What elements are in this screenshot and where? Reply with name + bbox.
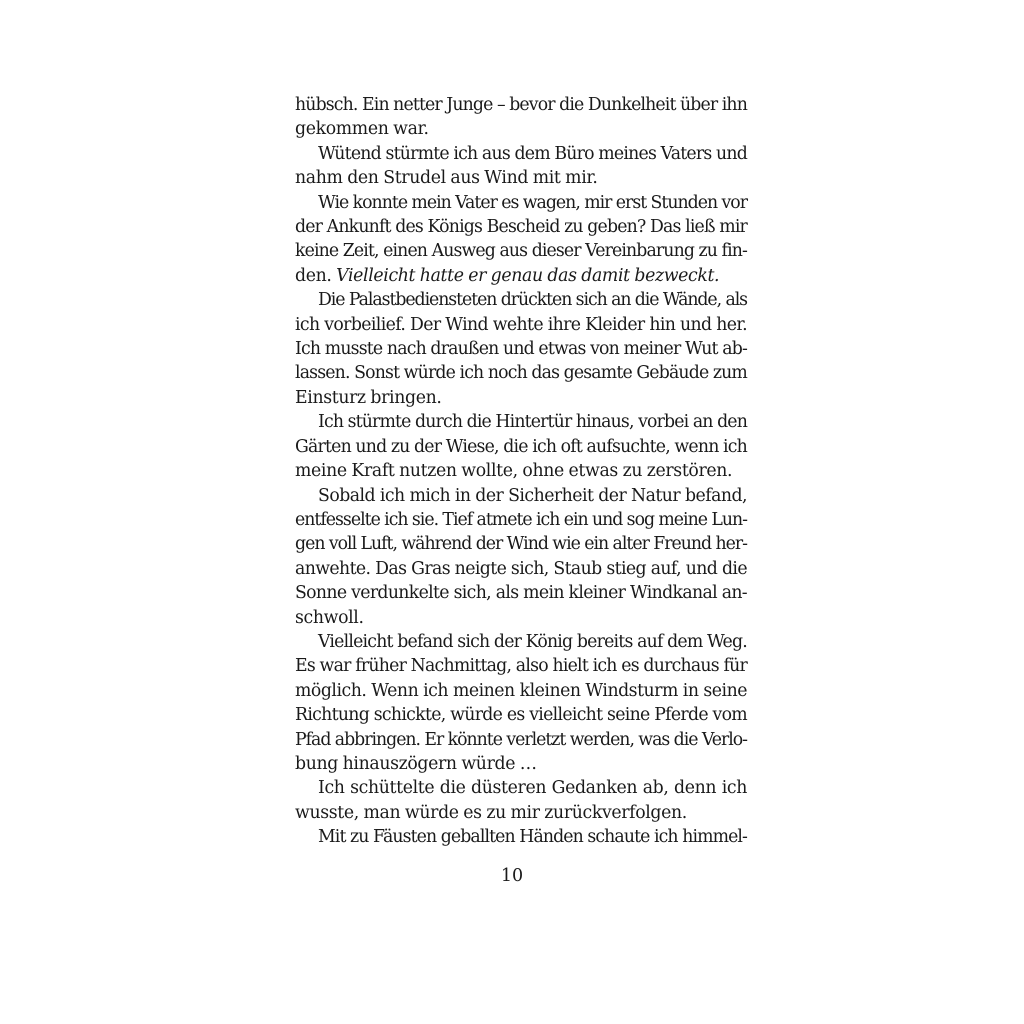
- text-line: Gärten und zu der Wiese, die ich oft aufsuchte, wenn ich: [295, 436, 747, 457]
- paragraph: [295, 142, 747, 191]
- text-line: Ich musste nach draußen und etwas von meiner Wut ab-: [295, 339, 747, 360]
- text-line: Wütend stürmte ich aus dem Büro meines Vaters und: [318, 143, 747, 164]
- italic-thought: Vielleicht hatte er genau das damit bezweckt.: [336, 265, 720, 286]
- text-line: meine Kraft nutzen wollte, ohne etwas zu zerstören.: [295, 461, 733, 482]
- text-line: lassen. Sonst würde ich noch das gesamte Gebäude zum: [295, 363, 747, 384]
- text-line: Es war früher Nachmittag, also hielt ich es durchaus für: [295, 656, 747, 677]
- text-line: anwehte. Das Gras neigte sich, Staub stieg auf, und die: [295, 558, 747, 579]
- paragraph: [295, 776, 747, 825]
- text-line: hübsch. Ein netter Junge – bevor die Dunkelheit über ihn: [295, 95, 747, 115]
- text-line: wusste, man würde es zu mir zurückverfolgen.: [295, 802, 687, 823]
- text-line: Richtung schickte, würde es vielleicht seine Pferde vom: [295, 705, 747, 726]
- paragraph: [295, 191, 747, 289]
- text-line: Wie konnte mein Vater es wagen, mir erst Stunden vor: [318, 192, 747, 213]
- text-line: bung hinauszögern würde …: [295, 753, 537, 774]
- text-line: entfesselte ich sie. Tief atmete ich ein und sog meine Lun-: [295, 509, 747, 530]
- text-line: Vielleicht befand sich der König bereits auf dem Weg.: [318, 631, 747, 652]
- text-line: Die Palastbediensteten drückten sich an die Wände, als: [318, 290, 747, 311]
- paragraph: [295, 484, 747, 630]
- text-line: Einsturz bringen.: [295, 387, 442, 408]
- text-line: schwoll.: [295, 607, 364, 628]
- paragraph: [295, 288, 747, 410]
- text-line: Sobald ich mich in der Sicherheit der Natur befand,: [318, 485, 747, 506]
- text-line: der Ankunft des Königs Bescheid zu geben? Das ließ mir: [295, 217, 747, 238]
- text-line: gekommen war.: [295, 119, 429, 140]
- text-line: keine Zeit, einen Ausweg aus dieser Vereinbarung zu fin-: [295, 241, 747, 262]
- text-line: gen voll Luft, während der Wind wie ein alter Freund her-: [295, 534, 747, 555]
- text-line: möglich. Wenn ich meinen kleinen Windsturm in seine: [295, 680, 747, 701]
- text-line: den. Vielleicht hatte er genau das damit bezweckt.: [295, 265, 720, 286]
- text-line: nahm den Strudel aus Wind mit mir.: [295, 168, 598, 189]
- paragraph: [295, 630, 747, 776]
- text-line: Pfad abbringen. Er könnte verletzt werden, was die Verlo-: [295, 729, 747, 750]
- text-line: Sonne verdunkelte sich, als mein kleiner Windkanal an-: [295, 583, 747, 604]
- paragraph: [295, 825, 747, 849]
- text-line: ich vorbeilief. Der Wind wehte ihre Kleider hin und her.: [295, 314, 747, 335]
- text-line: Mit zu Fäusten geballten Händen schaute ich himmel-: [318, 827, 747, 848]
- page-number: 10: [500, 866, 524, 886]
- paragraph: [295, 93, 747, 142]
- paragraph: [295, 410, 747, 483]
- text-line: Ich schüttelte die düsteren Gedanken ab, denn ich: [318, 778, 747, 799]
- text-line: Ich stürmte durch die Hintertür hinaus, vorbei an den: [318, 412, 747, 433]
- body-text: [295, 93, 747, 850]
